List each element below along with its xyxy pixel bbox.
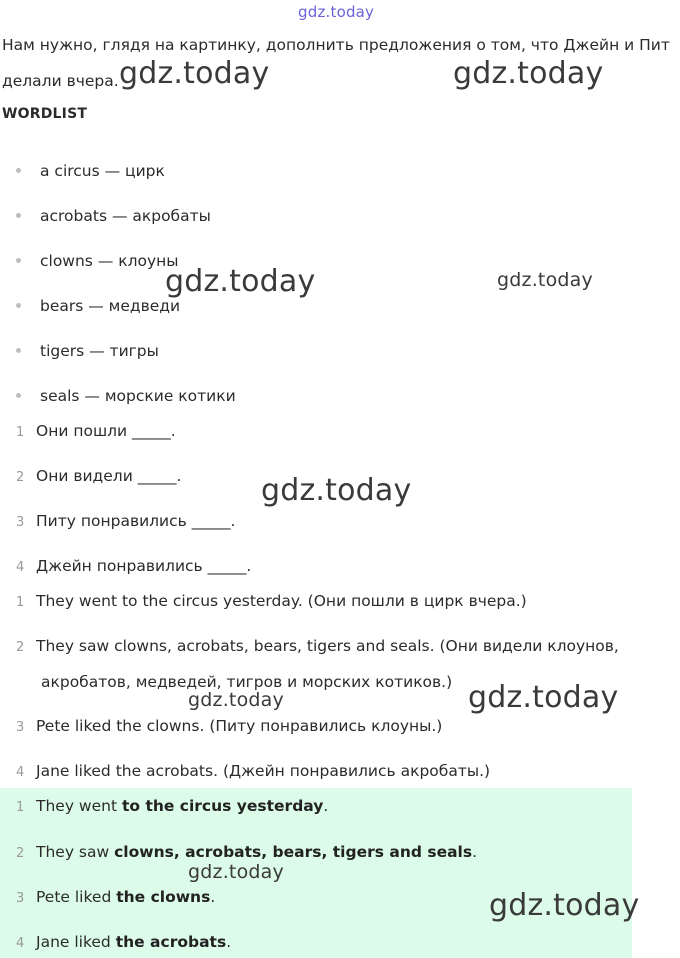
watermark: gdz.today — [188, 689, 284, 711]
bullet-icon — [16, 393, 21, 398]
bullet-icon — [16, 213, 21, 218]
list-item: seals — морские котики — [16, 385, 236, 407]
answer-item: 3 Pete liked the clowns. (Питу понравились клоуны.) — [16, 717, 443, 735]
list-item: tigers — тигры — [16, 340, 159, 362]
final-answer-item: 3 Pete liked the clowns. — [16, 888, 216, 906]
intro-line-2: делали вчера. — [2, 72, 119, 90]
bullet-icon — [16, 168, 21, 173]
bullet-icon — [16, 258, 21, 263]
task-item: 1 Они пошли _____. — [16, 422, 176, 440]
list-item: a circus — цирк — [16, 160, 165, 182]
bullet-icon — [16, 303, 21, 308]
watermark: gdz.today — [261, 473, 412, 508]
list-item: clowns — клоуны — [16, 250, 179, 272]
watermark: gdz.today — [497, 269, 593, 291]
watermark: gdz.today — [468, 680, 619, 715]
task-item: 4 Джейн понравились _____. — [16, 557, 252, 575]
watermark: gdz.today — [165, 264, 316, 299]
watermark: gdz.today — [119, 56, 270, 91]
watermark: gdz.today — [489, 888, 640, 923]
answer-item: 2 They saw clowns, acrobats, bears, tigers and seals. (Они видели клоунов, — [16, 637, 619, 655]
list-item: acrobats — акробаты — [16, 205, 211, 227]
watermark-top: gdz.today — [298, 3, 375, 21]
watermark: gdz.today — [188, 861, 284, 883]
task-item: 2 Они видели _____. — [16, 467, 182, 485]
bullet-icon — [16, 348, 21, 353]
final-answer-item: 2 They saw clowns, acrobats, bears, tigers and seals. — [16, 843, 478, 861]
final-answer-item: 1 They went to the circus yesterday. — [16, 797, 329, 815]
task-item: 3 Питу понравились _____. — [16, 512, 236, 530]
list-item: bears — медведи — [16, 295, 180, 317]
answer-item: 4 Jane liked the acrobats. (Джейн понравились акробаты.) — [16, 762, 491, 780]
wordlist-heading: WORDLIST — [2, 106, 88, 122]
watermark: gdz.today — [453, 56, 604, 91]
intro-line-1: Нам нужно, глядя на картинку, дополнить предложения о том, что Джейн и Пит — [2, 36, 670, 54]
final-answer-item: 4 Jane liked the acrobats. — [16, 933, 232, 951]
answer-item-continuation: акробатов, медведей, тигров и морских котиков.) — [41, 673, 453, 691]
answer-item: 1 They went to the circus yesterday. (Они пошли в цирк вчера.) — [16, 592, 527, 610]
